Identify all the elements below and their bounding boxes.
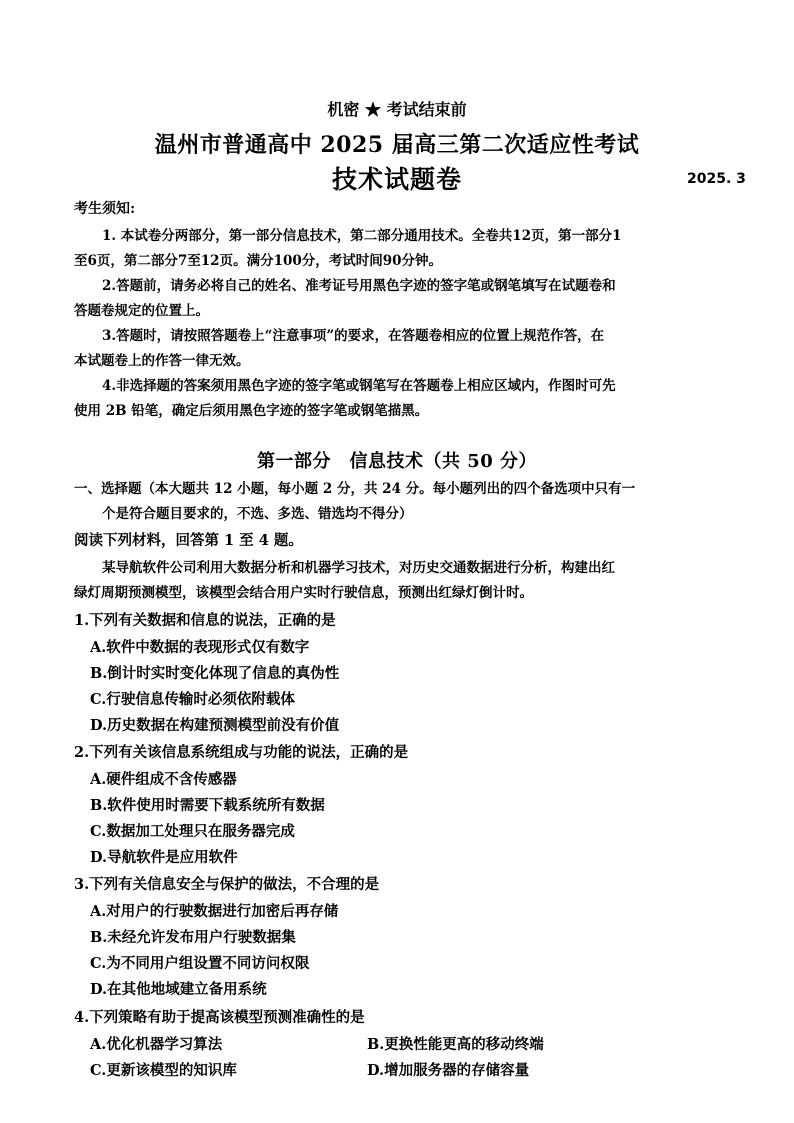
- section-instruction: 个是符合题目要求的，不选、多选、错选均不得分）: [102, 506, 413, 522]
- reading-prompt: 阅读下列材料，回答第 1 至 4 题。: [74, 532, 303, 549]
- confidential-label: 机密 ★ 考试结束前: [327, 100, 467, 119]
- question-stem: 1.下列有关数据和信息的说法，正确的是: [74, 612, 336, 629]
- option-c: C.更新该模型的知识库: [90, 1062, 237, 1079]
- exam-date: 2025. 3: [687, 171, 746, 187]
- exam-title: 温州市普通高中 2025 届高三第二次适应性考试: [154, 132, 640, 158]
- notice-line: 本试题卷上的作答一律无效。: [74, 353, 250, 369]
- option-d: D.增加服务器的存储容量: [367, 1062, 530, 1079]
- notice-heading: 考生须知:: [74, 201, 136, 217]
- notice-line: 4.非选择题的答案须用黑色字迹的签字笔或钢笔写在答题卷上相应区域内，作图时可先: [102, 378, 616, 394]
- material-text: 绿灯周期预测模型，该模型会结合用户实时行驶信息，预测出红绿灯倒计时。: [74, 585, 533, 601]
- notice-line: 至6页，第二部分7至12页。满分100分，考试时间90分钟。: [74, 253, 443, 269]
- part-one-title: 第一部分 信息技术（共 50 分）: [256, 451, 538, 472]
- notice-line: 使用 2B 铅笔，确定后须用黑色字迹的签字笔或钢笔描黑。: [74, 403, 429, 419]
- option-d: D.导航软件是应用软件: [90, 849, 238, 866]
- notice-line: 答题卷规定的位置上。: [74, 303, 209, 319]
- question-stem: 4.下列策略有助于提高该模型预测准确性的是: [74, 1009, 365, 1026]
- option-c: C.行驶信息传输时必须依附载体: [90, 691, 295, 708]
- option-b: B.软件使用时需要下载系统所有数据: [90, 797, 325, 814]
- subject-title: 技术试题卷: [331, 165, 462, 194]
- notice-line: 3.答题时，请按照答题卷上“注意事项”的要求，在答题卷相应的位置上规范作答，在: [102, 328, 605, 344]
- option-a: A.对用户的行驶数据进行加密后再存储: [90, 903, 339, 920]
- option-a: A.优化机器学习算法: [90, 1036, 223, 1053]
- option-d: D.历史数据在构建预测模型前没有价值: [90, 717, 340, 734]
- option-a: A.硬件组成不含传感器: [90, 771, 237, 788]
- notice-line: 1. 本试卷分两部分，第一部分信息技术，第二部分通用技术。全卷共12页，第一部分1: [102, 228, 622, 244]
- question-stem: 2.下列有关该信息系统组成与功能的说法，正确的是: [74, 744, 409, 761]
- section-instruction: 一、选择题（本大题共 12 小题，每小题 2 分，共 24 分。每小题列出的四个备选项中只有一: [74, 481, 636, 497]
- option-b: B.倒计时实时变化体现了信息的真伪性: [90, 665, 340, 682]
- option-c: C.为不同用户组设置不同访问权限: [90, 955, 310, 972]
- question-stem: 3.下列有关信息安全与保护的做法，不合理的是: [74, 876, 380, 893]
- notice-line: 2.答题前，请务必将自己的姓名、准考证号用黑色字迹的签字笔或钢笔填写在试题卷和: [102, 278, 616, 294]
- option-c: C.数据加工处理只在服务器完成: [90, 823, 295, 840]
- option-b: B.更换性能更高的移动终端: [367, 1036, 544, 1053]
- material-text: 某导航软件公司利用大数据分析和机器学习技术，对历史交通数据进行分析，构建出红: [102, 560, 615, 576]
- option-a: A.软件中数据的表现形式仅有数字: [90, 639, 310, 656]
- option-b: B.未经允许发布用户行驶数据集: [90, 929, 296, 946]
- option-d: D.在其他地域建立备用系统: [90, 981, 267, 998]
